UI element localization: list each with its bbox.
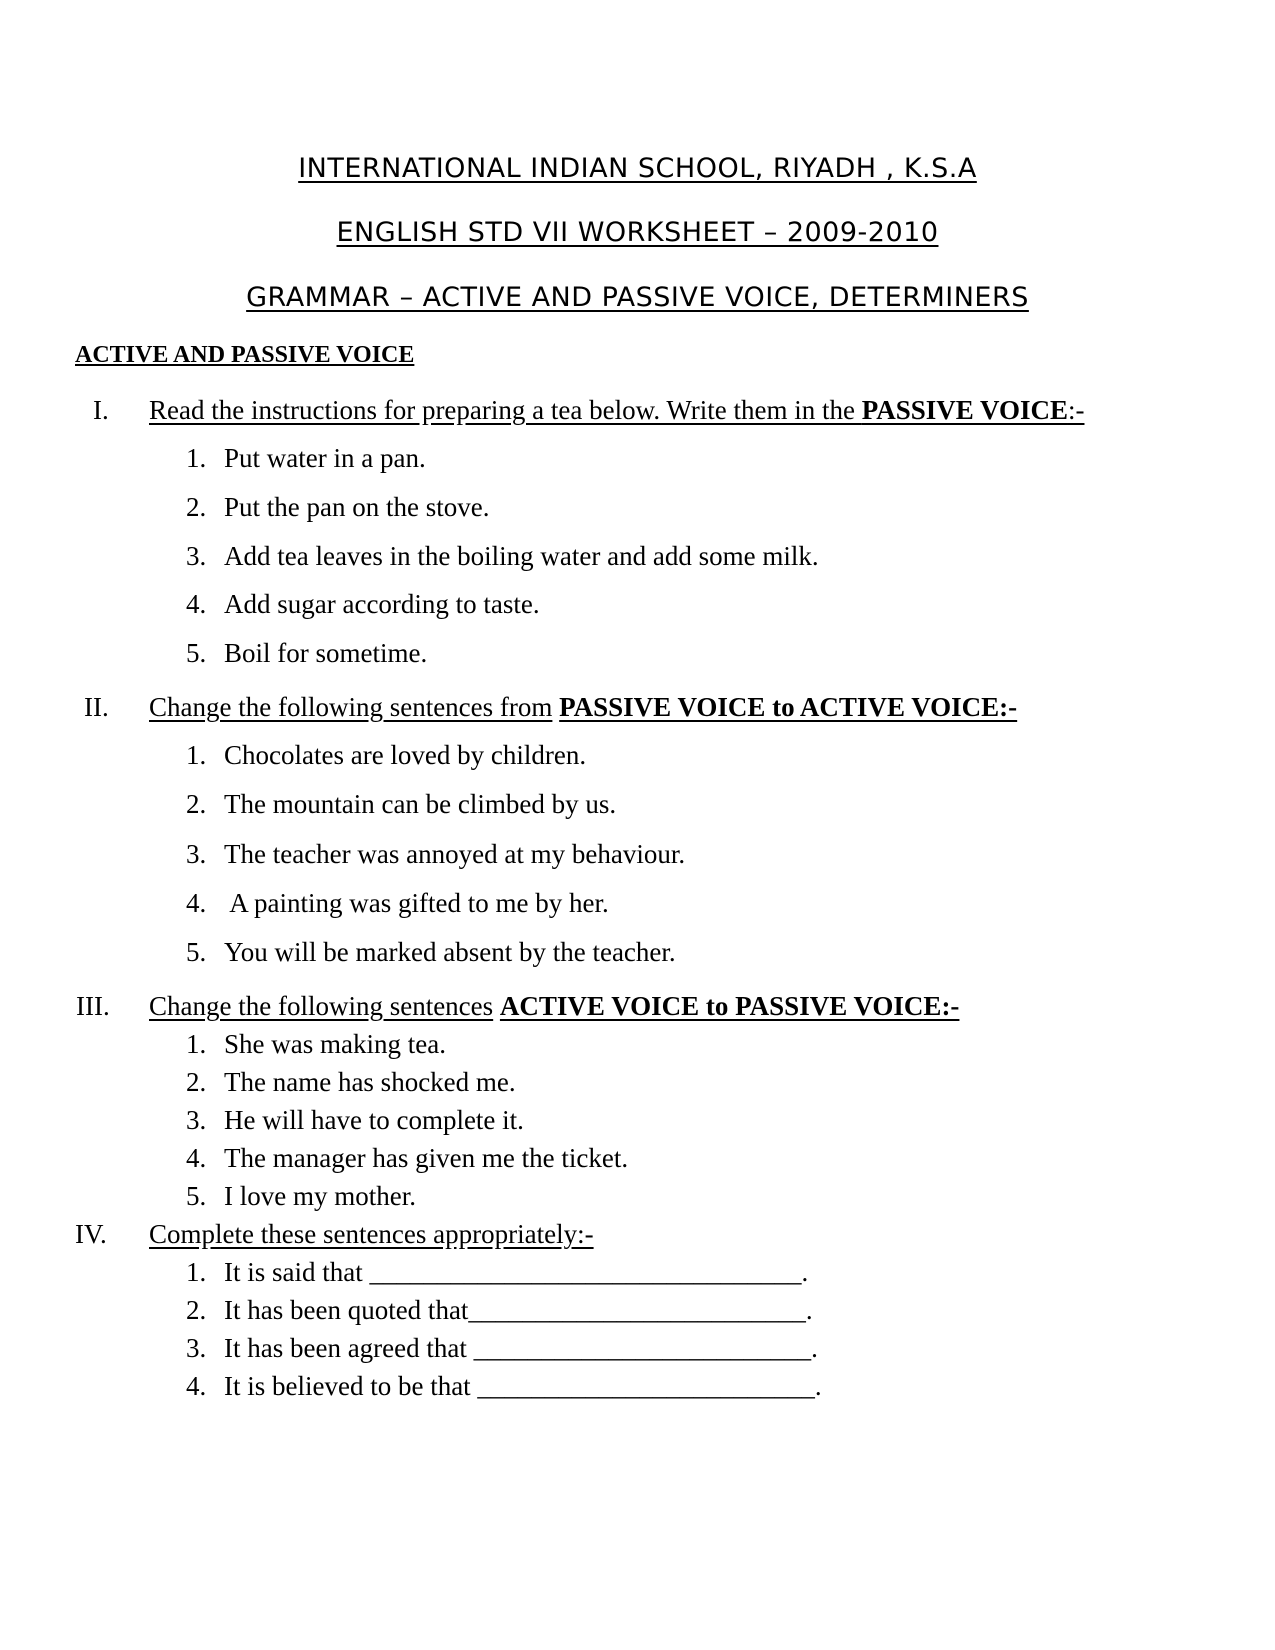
list-item: 1. She was making tea. <box>186 1029 446 1059</box>
school-name: INTERNATIONAL INDIAN SCHOOL, RIYADH , K.S.A <box>298 153 977 184</box>
fill-in-item: 1. It is said that ________________________________. <box>186 1257 809 1287</box>
list-item: 3. The teacher was annoyed at my behaviour. <box>186 839 686 869</box>
list-item: 2. The name has shocked me. <box>186 1067 516 1097</box>
list-item: 2. Put the pan on the stove. <box>186 492 490 522</box>
question-instruction: Change the following sentences from PASSIVE VOICE to ACTIVE VOICE:- <box>149 692 1018 722</box>
worksheet-topic: GRAMMAR – ACTIVE AND PASSIVE VOICE, DETERMINERS <box>246 282 1029 313</box>
list-item: 4. Add sugar according to taste. <box>186 589 540 619</box>
question-number: III. <box>76 991 110 1021</box>
question-instruction: Read the instructions for preparing a tea below. Write them in the PASSIVE VOICE:- <box>149 395 1085 425</box>
section-title: ACTIVE AND PASSIVE VOICE <box>75 342 415 368</box>
list-item: 4. A painting was gifted to me by her. <box>186 888 609 918</box>
question-number: IV. <box>75 1219 107 1249</box>
fill-in-item: 4. It is believed to be that _________________________. <box>186 1371 822 1401</box>
list-item: 3. Add tea leaves in the boiling water and add some milk. <box>186 541 819 571</box>
fill-in-item: 2. It has been quoted that_________________________. <box>186 1295 813 1325</box>
worksheet-title: ENGLISH STD VII WORKSHEET – 2009-2010 <box>336 217 939 248</box>
question-number: II. <box>84 692 109 722</box>
question-number: I. <box>93 395 109 425</box>
list-item: 3. He will have to complete it. <box>186 1105 524 1135</box>
question-instruction: Change the following sentences ACTIVE VOICE to PASSIVE VOICE:- <box>149 991 960 1021</box>
list-item: 1. Chocolates are loved by children. <box>186 740 587 770</box>
list-item: 1. Put water in a pan. <box>186 443 426 473</box>
list-item: 5. I love my mother. <box>186 1181 416 1211</box>
list-item: 5. Boil for sometime. <box>186 638 428 668</box>
list-item: 5. You will be marked absent by the teacher. <box>186 937 676 967</box>
list-item: 2. The mountain can be climbed by us. <box>186 789 617 819</box>
fill-in-item: 3. It has been agreed that _________________________. <box>186 1333 818 1363</box>
list-item: 4. The manager has given me the ticket. <box>186 1143 629 1173</box>
question-instruction: Complete these sentences appropriately:- <box>149 1219 594 1249</box>
